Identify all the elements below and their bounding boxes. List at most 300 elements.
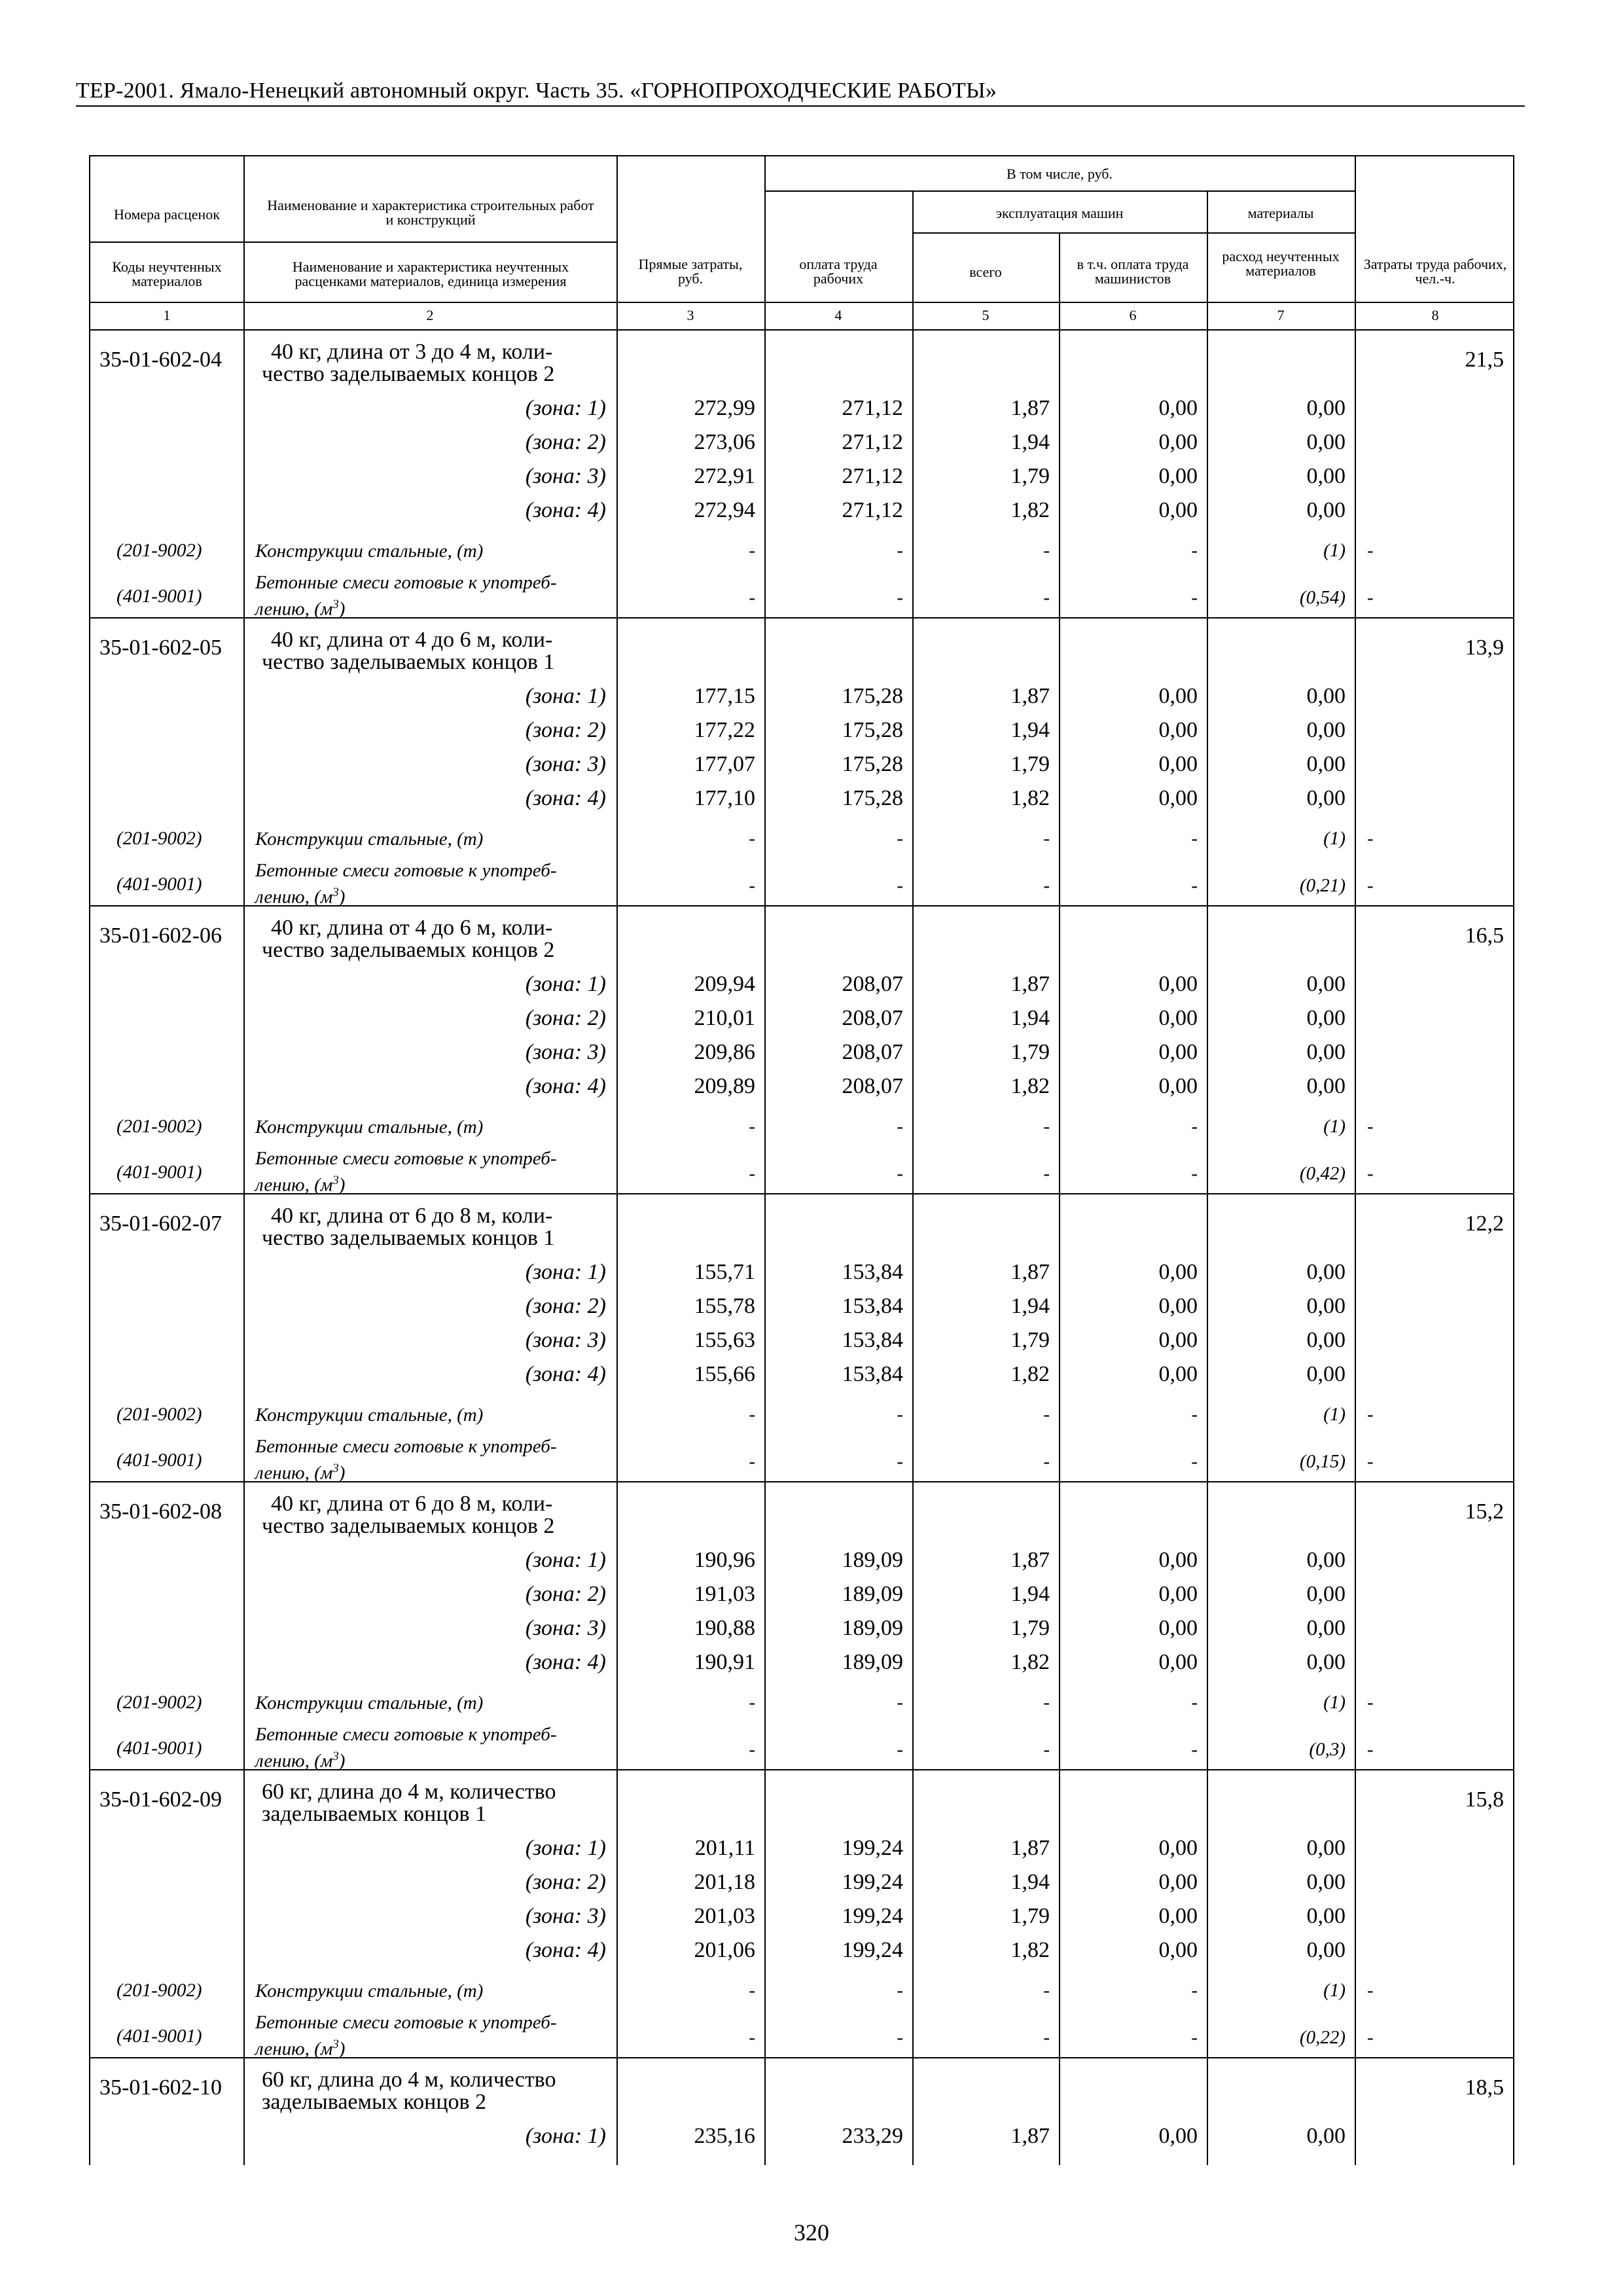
unit-superscript: 3: [332, 598, 339, 611]
empty-cell-dash: -: [1367, 587, 1374, 608]
cost-mach-wage: 0,00: [1158, 1870, 1198, 1894]
material-code: (201-9002): [116, 1980, 202, 2001]
cost-wage: 199,24: [842, 1870, 903, 1894]
cost-wage: 208,07: [842, 972, 903, 996]
material-code: (401-9001): [116, 1450, 202, 1471]
empty-cell-dash: -: [749, 1451, 755, 1472]
price-block: [90, 906, 1513, 1194]
cost-direct: 272,91: [694, 464, 755, 488]
cost-mach-wage: 0,00: [1158, 1836, 1198, 1860]
cost-mach-wage: 0,00: [1158, 2124, 1198, 2148]
cost-direct: 191,03: [694, 1582, 755, 1606]
page-number: 320: [794, 2219, 829, 2246]
col6-header: в т.ч. оплата труда машинистов: [1077, 256, 1189, 287]
material-row: [90, 1723, 1513, 1772]
work-title-line: 40 кг, длина от 6 до 8 м, коли-: [271, 1204, 553, 1228]
cost-wage: 208,07: [842, 1006, 903, 1030]
cost-mach-wage: 0,00: [1158, 1582, 1198, 1606]
cost-wage: 153,84: [842, 1328, 903, 1352]
unit-superscript: 3: [332, 1462, 339, 1475]
empty-cell-dash: -: [897, 1163, 903, 1184]
price-block: [90, 1770, 1513, 2058]
material-code: (401-9001): [116, 874, 202, 895]
cost-direct: 272,99: [694, 396, 755, 420]
zone-label: (зона: 2): [525, 1294, 606, 1318]
table-header: [89, 155, 1514, 331]
cost-wage: 208,07: [842, 1074, 903, 1098]
empty-cell-dash: -: [1367, 1451, 1374, 1472]
zone-label: (зона: 1): [525, 2124, 606, 2148]
zone-row: [90, 1899, 1513, 1933]
material-code: (201-9002): [116, 828, 202, 849]
col7-header: расход неучтенных материалов: [1222, 248, 1340, 279]
cost-mat: 0,00: [1306, 1260, 1346, 1284]
material-name-line: [255, 882, 557, 908]
unit-close: ): [338, 886, 346, 908]
cost-mat: 0,00: [1306, 396, 1346, 420]
cost-direct: 155,66: [694, 1362, 755, 1386]
cost-mach: 1,87: [1010, 1260, 1050, 1284]
cost-mat: 0,00: [1306, 1294, 1346, 1318]
cost-mach-wage: 0,00: [1158, 498, 1198, 522]
zone-label: (зона: 2): [525, 1006, 606, 1030]
zone-row: [90, 747, 1513, 781]
empty-cell-dash: -: [1367, 1116, 1374, 1137]
cost-mach-wage: 0,00: [1158, 464, 1198, 488]
col-number: 7: [1277, 307, 1285, 323]
material-row: [90, 1108, 1513, 1142]
cost-mach: 1,94: [1010, 1294, 1050, 1318]
work-title-line: чество заделываемых концов 1: [262, 650, 555, 674]
material-row: [90, 1396, 1513, 1430]
cost-mat: 0,00: [1306, 2124, 1346, 2148]
empty-cell-dash: -: [1191, 1692, 1198, 1713]
cost-direct: 190,88: [694, 1616, 755, 1640]
empty-cell-dash: -: [897, 828, 903, 849]
empty-cell-dash: -: [1367, 1739, 1374, 1760]
cost-wage: 153,84: [842, 1260, 903, 1284]
material-name: [255, 1435, 557, 1484]
zone-label: (зона: 1): [525, 1548, 606, 1572]
price-code: 35-01-602-09: [99, 1787, 222, 1812]
zone-label: (зона: 3): [525, 1904, 606, 1928]
cost-mat: 0,00: [1306, 1582, 1346, 1606]
cost-direct: 210,01: [694, 1006, 755, 1030]
cost-mat: 0,00: [1306, 1074, 1346, 1098]
work-title-line: заделываемых концов 2: [262, 2090, 487, 2114]
work-title-line: 60 кг, длина до 4 м, количество: [262, 2068, 556, 2092]
cost-mach-wage: 0,00: [1158, 1006, 1198, 1030]
cost-mach: 1,82: [1010, 1362, 1050, 1386]
material-name-line: [255, 1746, 557, 1772]
material-amount: (1): [1323, 1692, 1346, 1713]
work-title: [262, 1204, 703, 1250]
empty-cell-dash: -: [1191, 2027, 1198, 2048]
col-number: 3: [687, 307, 694, 323]
zone-label: (зона: 3): [525, 1040, 606, 1064]
col8-header: Затраты труда рабочих, чел.-ч.: [1363, 256, 1507, 287]
zone-row: [90, 1323, 1513, 1357]
cost-mach: 1,79: [1010, 752, 1050, 776]
material-name-line: [255, 594, 557, 620]
zone-row: [90, 713, 1513, 747]
cost-mach: 1,79: [1010, 1328, 1050, 1352]
material-code: (401-9001): [116, 2026, 202, 2047]
cost-direct: 201,11: [694, 1836, 755, 1860]
material-amount: (1): [1323, 1116, 1346, 1137]
cost-mach-wage: 0,00: [1158, 430, 1198, 454]
work-title: [262, 916, 703, 962]
header-rule: [76, 105, 1525, 107]
cost-wage: 271,12: [842, 498, 903, 522]
zone-row: [90, 493, 1513, 527]
unit-text: лению, (м: [255, 1174, 333, 1196]
cost-mat: 0,00: [1306, 1006, 1346, 1030]
cost-mach-wage: 0,00: [1158, 1650, 1198, 1674]
cost-direct: 209,86: [694, 1040, 755, 1064]
zone-label: (зона: 1): [525, 1260, 606, 1284]
material-row: [90, 859, 1513, 908]
work-title: [262, 340, 703, 386]
cost-wage: 189,09: [842, 1650, 903, 1674]
zone-label: (зона: 3): [525, 464, 606, 488]
col2-top-header: Наименование и характеристика строительных работ и конструкций: [267, 197, 594, 228]
material-name-line: Бетонные смеси готовые к употреб-: [255, 2012, 557, 2033]
cost-mach-wage: 0,00: [1158, 1328, 1198, 1352]
cost-direct: 209,89: [694, 1074, 755, 1098]
empty-cell-dash: -: [1191, 1739, 1198, 1760]
cost-direct: 190,91: [694, 1650, 755, 1674]
zone-label: (зона: 1): [525, 972, 606, 996]
material-name: Конструкции стальные, (т): [255, 1405, 484, 1426]
cost-wage: 153,84: [842, 1294, 903, 1318]
unit-text: лению, (м: [255, 886, 333, 908]
material-amount: (1): [1323, 1404, 1346, 1425]
cost-wage: 175,28: [842, 718, 903, 742]
material-name-line: Бетонные смеси готовые к употреб-: [255, 572, 557, 593]
cost-mach-wage: 0,00: [1158, 718, 1198, 742]
material-code: (201-9002): [116, 1692, 202, 1713]
unit-superscript: 3: [332, 1174, 339, 1187]
empty-cell-dash: -: [1191, 1980, 1198, 2001]
zone-row: [90, 1831, 1513, 1865]
zone-label: (зона: 1): [525, 684, 606, 708]
material-amount: (1): [1323, 828, 1346, 849]
cost-direct: 190,96: [694, 1548, 755, 1572]
cost-mach-wage: 0,00: [1158, 1040, 1198, 1064]
zone-row: [90, 1645, 1513, 1679]
cost-mat: 0,00: [1306, 1650, 1346, 1674]
cost-mach: 1,87: [1010, 1548, 1050, 1572]
price-block: [90, 2058, 1513, 2165]
empty-cell-dash: -: [1043, 1739, 1050, 1760]
empty-cell-dash: -: [1191, 1451, 1198, 1472]
cost-wage: 153,84: [842, 1362, 903, 1386]
empty-cell-dash: -: [1191, 1116, 1198, 1137]
zone-label: (зона: 3): [525, 1616, 606, 1640]
unit-text: лению, (м: [255, 598, 333, 620]
cost-mach: 1,87: [1010, 2124, 1050, 2148]
zone-label: (зона: 2): [525, 718, 606, 742]
empty-cell-dash: -: [897, 1451, 903, 1472]
cost-mat: 0,00: [1306, 1836, 1346, 1860]
material-row: [90, 2011, 1513, 2060]
unit-text: лению, (м: [255, 1462, 333, 1484]
zone-row: [90, 1357, 1513, 1391]
zone-row: [90, 1933, 1513, 1967]
page-header: ТЕР-2001. Ямало-Ненецкий автономный округ. Часть 35. «ГОРНОПРОХОДЧЕСКИЕ РАБОТЫ»: [76, 79, 997, 103]
work-title-line: 40 кг, длина от 6 до 8 м, коли-: [271, 1492, 553, 1516]
cost-mach-wage: 0,00: [1158, 752, 1198, 776]
cost-mat: 0,00: [1306, 972, 1346, 996]
machines-header: эксплуатация машин: [995, 205, 1124, 221]
material-amount: (0,3): [1309, 1739, 1346, 1760]
material-amount: (1): [1323, 540, 1346, 561]
col-number: 6: [1129, 307, 1137, 323]
material-row: [90, 571, 1513, 620]
cost-wage: 199,24: [842, 1904, 903, 1928]
cost-wage: 208,07: [842, 1040, 903, 1064]
material-name: Конструкции стальные, (т): [255, 829, 484, 850]
cost-mach: 1,87: [1010, 684, 1050, 708]
empty-cell-dash: -: [897, 587, 903, 608]
zone-row: [90, 459, 1513, 493]
table-body: [89, 331, 1514, 2165]
material-amount: (0,42): [1299, 1163, 1346, 1184]
zone-row: [90, 2119, 1513, 2153]
material-code: (201-9002): [116, 1404, 202, 1425]
cost-mach-wage: 0,00: [1158, 684, 1198, 708]
empty-cell-dash: -: [1367, 1980, 1374, 2001]
unit-close: ): [338, 1750, 346, 1772]
zone-label: (зона: 3): [525, 1328, 606, 1352]
zone-row: [90, 679, 1513, 713]
cost-mat: 0,00: [1306, 752, 1346, 776]
cost-mat: 0,00: [1306, 1040, 1346, 1064]
zone-row: [90, 1543, 1513, 1577]
cost-direct: 273,06: [694, 430, 755, 454]
zone-row: [90, 1255, 1513, 1289]
cost-wage: 189,09: [842, 1548, 903, 1572]
cost-mach: 1,79: [1010, 464, 1050, 488]
material-code: (201-9002): [116, 540, 202, 561]
cost-mach: 1,79: [1010, 1616, 1050, 1640]
price-code: 35-01-602-05: [99, 636, 222, 660]
cost-mat: 0,00: [1306, 464, 1346, 488]
empty-cell-dash: -: [749, 1404, 755, 1425]
work-title: [262, 628, 703, 674]
material-row: [90, 1972, 1513, 2006]
unit-superscript: 3: [332, 886, 339, 899]
col1-bottom-header: Коды неучтенных материалов: [112, 259, 222, 289]
empty-cell-dash: -: [1191, 828, 1198, 849]
cost-direct: 201,06: [694, 1938, 755, 1962]
empty-cell-dash: -: [1043, 1163, 1050, 1184]
empty-cell-dash: -: [1043, 1404, 1050, 1425]
unit-superscript: 3: [332, 1749, 339, 1763]
col5-header: всего: [969, 264, 1002, 280]
material-name-line: Бетонные смеси готовые к употреб-: [255, 1724, 557, 1745]
cost-mat: 0,00: [1306, 1616, 1346, 1640]
work-title: [262, 2069, 694, 2113]
zone-row: [90, 1069, 1513, 1103]
col4-header: оплата труда рабочих: [799, 256, 878, 287]
material-name: Конструкции стальные, (т): [255, 541, 484, 562]
cost-mach: 1,87: [1010, 972, 1050, 996]
zone-row: [90, 425, 1513, 459]
zone-row: [90, 1611, 1513, 1645]
cost-mach-wage: 0,00: [1158, 1074, 1198, 1098]
price-code: 35-01-602-06: [99, 924, 222, 948]
empty-cell-dash: -: [1191, 1404, 1198, 1425]
cost-direct: 272,94: [694, 498, 755, 522]
zone-label: (зона: 4): [525, 1938, 606, 1962]
labor-cost: 18,5: [1465, 2075, 1504, 2100]
material-name-line: Бетонные смеси готовые к употреб-: [255, 1148, 557, 1169]
material-name-line: [255, 2034, 557, 2060]
col-number: 1: [163, 307, 171, 323]
labor-cost: 12,2: [1465, 1211, 1504, 1236]
empty-cell-dash: -: [1367, 875, 1374, 896]
material-amount: (0,21): [1299, 875, 1346, 896]
empty-cell-dash: -: [749, 875, 755, 896]
cost-mach-wage: 0,00: [1158, 786, 1198, 810]
empty-cell-dash: -: [1043, 828, 1050, 849]
unit-close: ): [338, 1462, 346, 1484]
material-row: [90, 532, 1513, 566]
empty-cell-dash: -: [897, 1739, 903, 1760]
cost-mach: 1,82: [1010, 498, 1050, 522]
price-code: 35-01-602-08: [99, 1499, 222, 1524]
material-row: [90, 1684, 1513, 1718]
cost-direct: 177,22: [694, 718, 755, 742]
empty-cell-dash: -: [1191, 540, 1198, 561]
cost-direct: 177,07: [694, 752, 755, 776]
empty-cell-dash: -: [1367, 1404, 1374, 1425]
zone-row: [90, 1865, 1513, 1899]
material-name: Конструкции стальные, (т): [255, 1693, 484, 1713]
work-title-line: 60 кг, длина до 4 м, количество: [262, 1780, 556, 1804]
zone-label: (зона: 4): [525, 1074, 606, 1098]
cost-mach: 1,94: [1010, 718, 1050, 742]
work-title-line: 40 кг, длина от 4 до 6 м, коли-: [271, 916, 553, 940]
zone-row: [90, 1001, 1513, 1035]
material-name: [255, 571, 557, 620]
empty-cell-dash: -: [897, 1404, 903, 1425]
empty-cell-dash: -: [897, 1980, 903, 2001]
zone-label: (зона: 4): [525, 498, 606, 522]
cost-wage: 233,29: [842, 2124, 903, 2148]
material-name: Конструкции стальные, (т): [255, 1981, 484, 2001]
empty-cell-dash: -: [1191, 1163, 1198, 1184]
empty-cell-dash: -: [1367, 1692, 1374, 1713]
empty-cell-dash: -: [1191, 875, 1198, 896]
price-block: [90, 1482, 1513, 1770]
unit-superscript: 3: [332, 2037, 339, 2051]
empty-cell-dash: -: [749, 828, 755, 849]
empty-cell-dash: -: [897, 2027, 903, 2048]
work-title: [262, 1492, 703, 1538]
unit-text: лению, (м: [255, 2038, 333, 2060]
material-name-line: Бетонные смеси готовые к употреб-: [255, 860, 557, 881]
col2-bottom-header: Наименование и характеристика неучтенных расценками материалов, единица измерения: [292, 259, 569, 289]
cost-mach-wage: 0,00: [1158, 396, 1198, 420]
zone-row: [90, 1577, 1513, 1611]
empty-cell-dash: -: [749, 540, 755, 561]
price-block: [90, 1194, 1513, 1482]
empty-cell-dash: -: [1367, 1163, 1374, 1184]
zone-label: (зона: 3): [525, 752, 606, 776]
cost-mach-wage: 0,00: [1158, 1362, 1198, 1386]
price-code: 35-01-602-10: [99, 2075, 222, 2100]
cost-mach: 1,94: [1010, 430, 1050, 454]
empty-cell-dash: -: [1043, 875, 1050, 896]
unit-close: ): [338, 598, 346, 620]
materials-header: материалы: [1247, 205, 1314, 221]
cost-direct: 155,78: [694, 1294, 755, 1318]
cost-mach: 1,82: [1010, 786, 1050, 810]
material-name: Конструкции стальные, (т): [255, 1117, 484, 1138]
empty-cell-dash: -: [749, 1980, 755, 2001]
material-name: [255, 2011, 557, 2060]
cost-mat: 0,00: [1306, 1328, 1346, 1352]
empty-cell-dash: -: [1043, 540, 1050, 561]
empty-cell-dash: -: [1043, 2027, 1050, 2048]
cost-wage: 175,28: [842, 752, 903, 776]
cost-mach: 1,79: [1010, 1040, 1050, 1064]
cost-direct: 209,94: [694, 972, 755, 996]
cost-mat: 0,00: [1306, 1548, 1346, 1572]
empty-cell-dash: -: [749, 1739, 755, 1760]
material-code: (201-9002): [116, 1116, 202, 1137]
material-name: [255, 1723, 557, 1772]
cost-mach: 1,94: [1010, 1006, 1050, 1030]
cost-wage: 175,28: [842, 786, 903, 810]
work-title-line: чество заделываемых концов 2: [262, 938, 555, 962]
cost-mach-wage: 0,00: [1158, 1260, 1198, 1284]
material-amount: (0,54): [1299, 587, 1346, 608]
empty-cell-dash: -: [749, 1163, 755, 1184]
material-amount: (0,22): [1299, 2027, 1346, 2048]
labor-cost: 15,2: [1465, 1499, 1504, 1524]
work-title-line: чество заделываемых концов 1: [262, 1226, 555, 1250]
material-row: [90, 1435, 1513, 1484]
cost-direct: 177,10: [694, 786, 755, 810]
cost-wage: 189,09: [842, 1582, 903, 1606]
price-block: [90, 331, 1513, 619]
zone-row: [90, 391, 1513, 425]
work-title-line: чество заделываемых концов 2: [262, 362, 555, 386]
cost-mach: 1,82: [1010, 1938, 1050, 1962]
empty-cell-dash: -: [1043, 1116, 1050, 1137]
empty-cell-dash: -: [897, 1116, 903, 1137]
cost-mach-wage: 0,00: [1158, 1616, 1198, 1640]
unit-close: ): [338, 2038, 346, 2060]
zone-label: (зона: 1): [525, 1836, 606, 1860]
material-code: (401-9001): [116, 1162, 202, 1183]
cost-mat: 0,00: [1306, 1904, 1346, 1928]
unit-close: ): [338, 1174, 346, 1196]
cost-direct: 201,03: [694, 1904, 755, 1928]
cost-mat: 0,00: [1306, 1870, 1346, 1894]
work-title-line: заделываемых концов 1: [262, 1802, 487, 1826]
cost-mat: 0,00: [1306, 430, 1346, 454]
material-name-line: [255, 1170, 557, 1196]
cost-direct: 235,16: [694, 2124, 755, 2148]
zone-label: (зона: 4): [525, 1650, 606, 1674]
zone-label: (зона: 1): [525, 396, 606, 420]
col-number: 4: [834, 307, 842, 323]
